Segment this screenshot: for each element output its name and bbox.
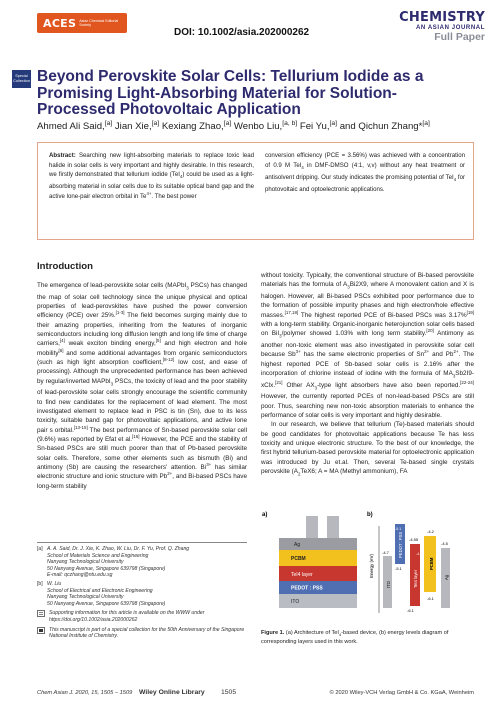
abstract-box — [37, 142, 474, 240]
energy-axis-label: Energy (eV) — [369, 553, 374, 578]
band-value-pcbm-top: -4.2 — [427, 529, 434, 534]
page-header — [0, 0, 496, 43]
panel-b-label: b) — [367, 512, 373, 518]
body-right-column — [261, 271, 474, 479]
ag-contact-right — [327, 516, 339, 538]
author-list: Ahmed Ali Said,[a] Jian Xie,[a] Kexiang Zhao,[a] Wenbo Liu,[a, b] Fei Yu,[a] and Qichun Zhang*[a] — [37, 119, 430, 132]
supporting-info-note[interactable] — [37, 610, 249, 623]
journal-subtitle: AN ASIAN JOURNAL — [415, 25, 485, 31]
article-type: Full Paper — [434, 31, 485, 43]
layer-label-tei4: TeI4 layer — [291, 572, 313, 578]
affiliations — [37, 546, 249, 640]
special-collection-badge: Special Collection — [12, 70, 31, 88]
band-value-pedot: -5.1 — [395, 566, 402, 571]
page-number: 1505 — [221, 689, 237, 696]
section-heading-introduction: Introduction — [37, 261, 93, 272]
affiliation-key: [a] — [37, 546, 43, 552]
aces-logo-subtext: Asian Chemical Editorial Society — [79, 18, 119, 27]
layer-label-pedot: PEDOT : PSS — [291, 585, 323, 592]
journal-title: CHEMISTRY — [399, 10, 485, 25]
figure-1-graphic — [261, 508, 474, 628]
abstract-left-column: Abstract: Searching new light-absorbing materials to replace toxic lead halide in solar cells is very important and highly desirable. In this research, we firstly demonstrated that tellurium iodide (TeI$_4$) could be used as a light-absorbing material in solar cells due to its suitable optical band gap and the active lone-pair electron orbital in $Te^{4+}$. The best power — [49, 152, 255, 201]
abstract-right-column: conversion efficiency (PCE = 3.56%) was achieved with a concentration of 0.9 M TeI$_4$ in DMF-DMSO (4:1, v,v) without any heat treatment or antisolvent dripping. Our study indicates the promising potential of TeI$_4$ for photovoltaic and optoelectronic applications. — [265, 152, 465, 193]
band-label-ito: ITO — [386, 581, 391, 588]
paper-title: Beyond Perovskite Solar Cells: Tellurium Iodide as a Promising Light-Absorbing Material for Solution-Processed Photovoltaic Application — [37, 68, 424, 118]
band-value-ito: -4.7 — [382, 550, 389, 555]
affiliation-b — [37, 581, 249, 607]
band-label-tei4: TeI4 layer — [413, 569, 418, 588]
doi[interactable]: DOI: 10.1002/asia.202000262 — [174, 27, 310, 38]
layer-label-ito: ITO — [291, 599, 300, 605]
copyright: © 2020 Wiley-VCH Verlag GmbH & Co. KGaA, Weinheim — [329, 690, 474, 696]
figure-caption: Figure 1. (a) Architecture of TeI$_4$-based device, (b) energy levels diagram of corresponding layers used in this work. — [261, 630, 449, 645]
band-label-ag: Ag — [444, 574, 449, 580]
band-label-pedot: PEDOT : PSS — [398, 531, 403, 558]
body-left-column: The emergence of lead-perovskite solar cells (MAPbI$_3$ PSCs) has changed the map of solar cell technology since the unique physical and optical properties of lead-perovskites have pushed the power conversion efficiency (PCE) over 25%.[1-3] The field becomes surging mainly due to their amazing properties, inheriting from the features of inorganic semiconductors including long diffusion length and long life time of charge carriers,[4] weak exciton binding energy,[5] and high electron and hole mobility[6] and some additional advantages from organic semiconductors (such as high light absorption coefficient,[8-12] low cost, and ease of processing). Although the unprecedented performance has been achieved by regular/inverted MAPbI$_3$ PSCs, the toxicity of lead and the poor stability of lead-perovskite solar cells strongly encourage the scientific community to find new candidates for the replacement of lead element. The most investigated element to replace lead in PSC is tin (Sn), due to its less toxicity, suitable band gap for photovoltaic applications, and active lone pair s orbital.[13-15] The best performance of Sn-based perovskite solar cell (9.6%) was reported by Efat et al.[16] However, the PCE and the stability of Sn-based PSCs are still much poorer than that of Pb-based perovskite solar cells. Therefore, some other elements such as bismuth (Bi) and antimony (Sb) are causing the researchers' attention. $Bi^{3+}$ has similar electronic structure and ionic structure with $Pb^{2+}$, and Bi-based PSCs have long-term stability — [37, 282, 248, 490]
layer-label-ag: Ag — [294, 542, 301, 548]
footnote-divider — [37, 542, 247, 543]
special-collection-text: This manuscript is part of a special collection for the 50th Anniversary of the Singapore National Institute of Chemistry. — [49, 626, 245, 640]
band-label-pcbm: PCBM — [429, 557, 434, 570]
band-value-pcbm-bottom: -6.1 — [427, 596, 434, 601]
affiliation-a — [37, 546, 249, 579]
aces-logo — [37, 13, 127, 33]
supporting-info-icon — [37, 610, 45, 617]
layer-ag — [279, 538, 357, 550]
aces-logo-text: ACES — [43, 16, 77, 30]
supporting-info-text: Supporting information for this article is available on the WWW under https://doi.org/10.1002/asia.202000262 — [49, 610, 205, 623]
affiliation-key: [b] — [37, 580, 43, 587]
panel-a-label: a) — [262, 512, 268, 518]
affiliation-text: W. Liu School of Electrical and Electronic Engineering Nanyang Technological University 50 Nanyang Avenue, Singapore 639798 (Singapore) — [47, 580, 166, 607]
band-value-ag: -4.5 — [441, 541, 448, 546]
journal-citation: Chem Asian J. 2020, 15, 1505 – 1509 — [37, 690, 133, 696]
figure-1 — [261, 508, 474, 628]
body-paragraph: without toxicity. Typically, the conventional structure of Bi-based perovskite materials has the formula of $A_3Bi2X9$, where A monovalent cation and X is halogen. However, all Bi-based PSCs exhibited poor performance due to the formation of possible impurity phases and high electron/hole effective masses.[17,18] The highest reported PCE of Bi-based PSCs was 3.17%[19] with a long-term stability. Organic-inorganic heterojunction solar cells based on BiI$_3$/polymer showed 1.03% with long term stability.[20] Antimony as another non-toxic element was also investigated in perovskite solar cell because $Sb^{3+}$ has the same electronic properties of $Sn^{2+}$ and $Pb^{2+}$. The highest reported PCE of Sb-based solar cells is 2.16% after the incorporation of chlorine instead of iodine with the formula of $MA_3Sb2I9-xClx.[21]$ Other $AX_3$-type light absorbers have also been reported.[22-24] However, the currently reported PCEs of non-lead-based PSCs are still poor. Thus, searching new non-toxic absorption materials to enhance the performance of solar cells is very important and highly desirable. — [261, 272, 475, 419]
band-value-tei4-top: -4.55 — [409, 537, 419, 542]
affiliation-text: A. A. Said, Dr. J. Xie, K. Zhao, W. Liu, Dr. F. Yu, Prof. Q. Zhang School of Materials Science and Engineering Nanyang Technological University 50 Nanyang Avenue, Singapore 639798 (Singapore) E-mail: qczhang@ntu.edu.sg — [47, 546, 190, 579]
layer-label-pcbm: PCBM — [291, 556, 306, 562]
body-paragraph: In our research, we believe that tellurium (Te)-based materials should be good candidates for photovoltaic applications because Te has less toxicity and unique electronic structure. To the best of our knowledge, the first hybrid tellurium-based perovskite material for optoelectronic application was introduced by Ju et.al. Then, several Te-based single crystals perovskite ($A_2TeX6$; A = MA (Methyl ammonium), FA — [261, 421, 474, 477]
band-value-tei4-bottom: -6.1 — [407, 608, 414, 613]
band-value-tei4-mid: -4.39 — [416, 552, 425, 556]
ag-contact-left — [306, 516, 318, 538]
band-value-pedot-mid: -5.1 — [395, 527, 402, 531]
collection-icon — [37, 627, 45, 634]
special-collection-note — [37, 627, 249, 640]
wiley-online-library-link[interactable]: Wiley Online Library — [139, 689, 205, 696]
